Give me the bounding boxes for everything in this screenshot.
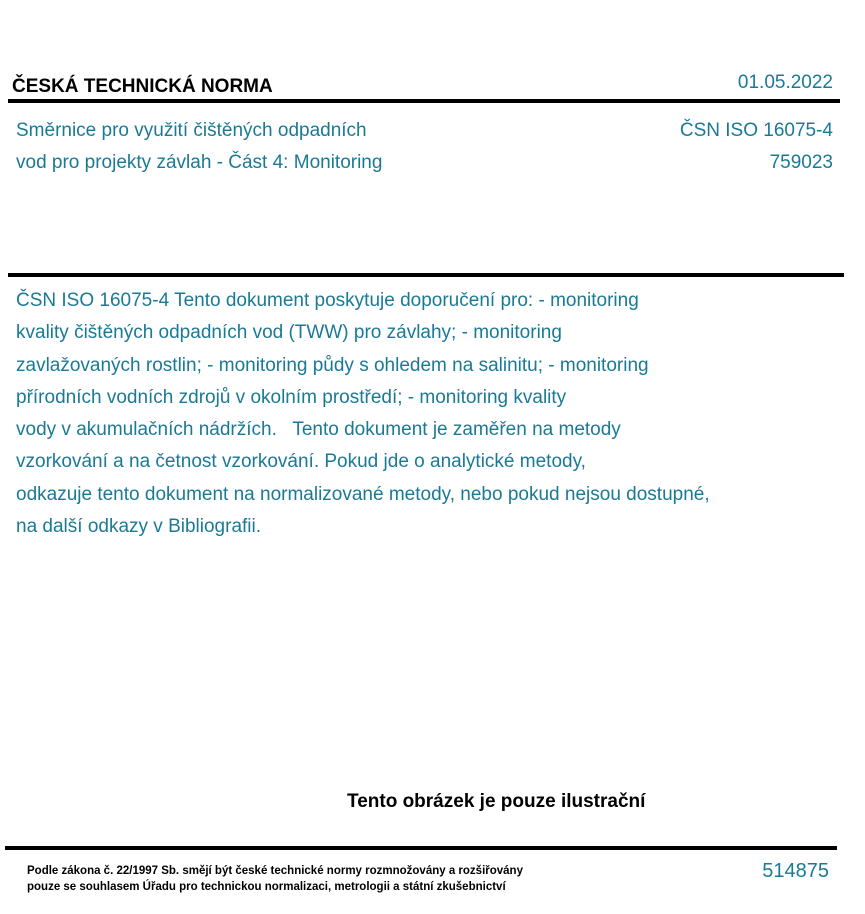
class-code: 759023: [769, 152, 833, 173]
bottom-divider: [5, 846, 837, 850]
abstract: [16, 285, 816, 543]
footer-document-id: 514875: [762, 860, 829, 882]
standard-code: ČSN ISO 16075-4: [679, 120, 833, 141]
abstract-line: zavlažovaných rostlin; - monitoring půdy s ohledem na salinitu; - monitoring: [16, 354, 649, 376]
document-codes: [680, 115, 833, 179]
document-title-line: Směrnice pro využití čištěných odpadních: [16, 120, 367, 141]
header-title: ČESKÁ TECHNICKÁ NORMA: [12, 76, 273, 97]
header-date: 01.05.2022: [737, 72, 833, 93]
document-title: [16, 115, 486, 179]
abstract-line: kvality čištěných odpadních vod (TWW) pro závlahy; - monitoring: [16, 322, 562, 344]
footer-legal-line: pouze se souhlasem Úřadu pro technickou normalizaci, metrologii a státní zkušebnictví: [27, 881, 506, 893]
footer-legal-notice: [27, 863, 523, 895]
abstract-line: vody v akumulačních nádržích. Tento dokument je zaměřen na metody: [16, 419, 621, 441]
footer-legal-line: Podle zákona č. 22/1997 Sb. smějí být české technické normy rozmnožovány a rozšiřovány: [27, 865, 523, 877]
document-title-line: vod pro projekty závlah - Část 4: Monitoring: [16, 152, 383, 173]
illustration-note: Tento obrázek je pouze ilustrační: [347, 791, 646, 812]
abstract-line: ČSN ISO 16075-4 Tento dokument poskytuje doporučení pro: - monitoring: [16, 290, 639, 311]
middle-divider: [8, 273, 844, 277]
abstract-line: vzorkování a na četnost vzorkování. Pokud jde o analytické metody,: [16, 451, 586, 473]
abstract-line: odkazuje tento dokument na normalizované metody, nebo pokud nejsou dostupné,: [16, 483, 710, 505]
abstract-line: na další odkazy v Bibliografii.: [16, 516, 262, 538]
abstract-line: přírodních vodních zdrojů v okolním prostředí; - monitoring kvality: [16, 386, 567, 408]
top-divider: [8, 99, 840, 103]
